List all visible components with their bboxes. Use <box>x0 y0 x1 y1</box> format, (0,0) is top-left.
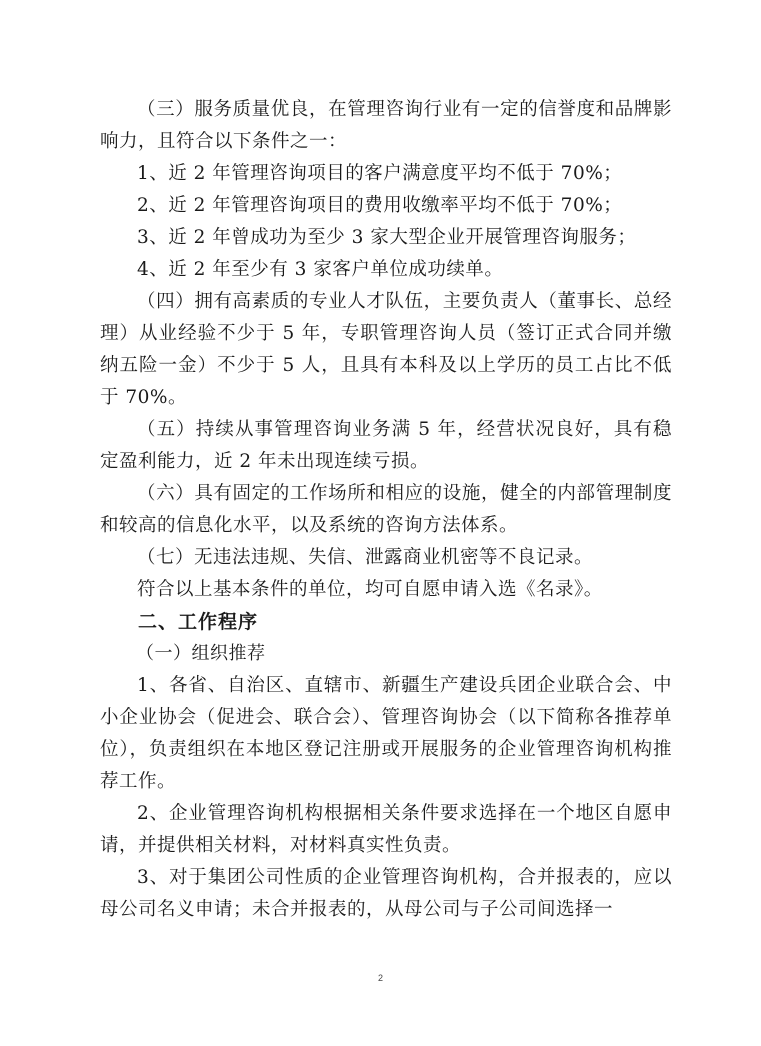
paragraph-criterion-6: （六）具有固定的工作场所和相应的设施，健全的内部管理制度和较高的信息化水平，以及系统的咨询方法体系。 <box>100 483 672 536</box>
paragraph-criterion-7: （七）无违法违规、失信、泄露商业机密等不良记录。 <box>137 547 594 568</box>
procedure-item-2: 2、企业管理咨询机构根据相关条件要求选择在一个地区自愿申请，并提供相关材料，对材料真实性负责。 <box>100 803 672 856</box>
document-body <box>100 94 672 926</box>
procedure-item-3: 3、对于集团公司性质的企业管理咨询机构，合并报表的，应以母公司名义申请；未合并报表的，从母公司与子公司间选择一 <box>100 867 672 920</box>
paragraph-criterion-5: （五）持续从事管理咨询业务满 5 年，经营状况良好，具有稳定盈利能力，近 2 年未出现连续亏损。 <box>100 419 672 472</box>
paragraph-summary: 符合以上基本条件的单位，均可自愿申请入选《名录》。 <box>137 579 603 600</box>
section-subheading: （一）组织推荐 <box>136 643 266 664</box>
page-number: 2 <box>377 973 383 983</box>
procedure-item-1: 1、各省、自治区、直辖市、新疆生产建设兵团企业联合会、中小企业协会（促进会、联合会）、管理咨询协会（以下简称各推荐单位），负责组织在本地区登记注册或开展服务的企业管理咨询机构推荐工作。 <box>100 675 672 792</box>
paragraph-criterion-3: （三）服务质量优良，在管理咨询行业有一定的信誉度和品牌影响力，且符合以下条件之一： <box>100 99 672 152</box>
section-heading: 二、工作程序 <box>138 611 259 633</box>
condition-item-1: 1、近 2 年管理咨询项目的客户满意度平均不低于 70%； <box>137 163 623 184</box>
paragraph-criterion-4: （四）拥有高素质的专业人才队伍，主要负责人（董事长、总经理）从业经验不少于 5 年，专职管理咨询人员（签订正式合同并缴纳五险一金）不少于 5 人，且具有本科及以上学历的员工占比不低于 70%。 <box>100 291 672 408</box>
condition-item-2: 2、近 2 年管理咨询项目的费用收缴率平均不低于 70%； <box>137 195 623 216</box>
condition-item-4: 4、近 2 年至少有 3 家客户单位成功续单。 <box>137 259 504 280</box>
condition-item-3: 3、近 2 年曾成功为至少 3 家大型企业开展管理咨询服务； <box>137 227 637 248</box>
